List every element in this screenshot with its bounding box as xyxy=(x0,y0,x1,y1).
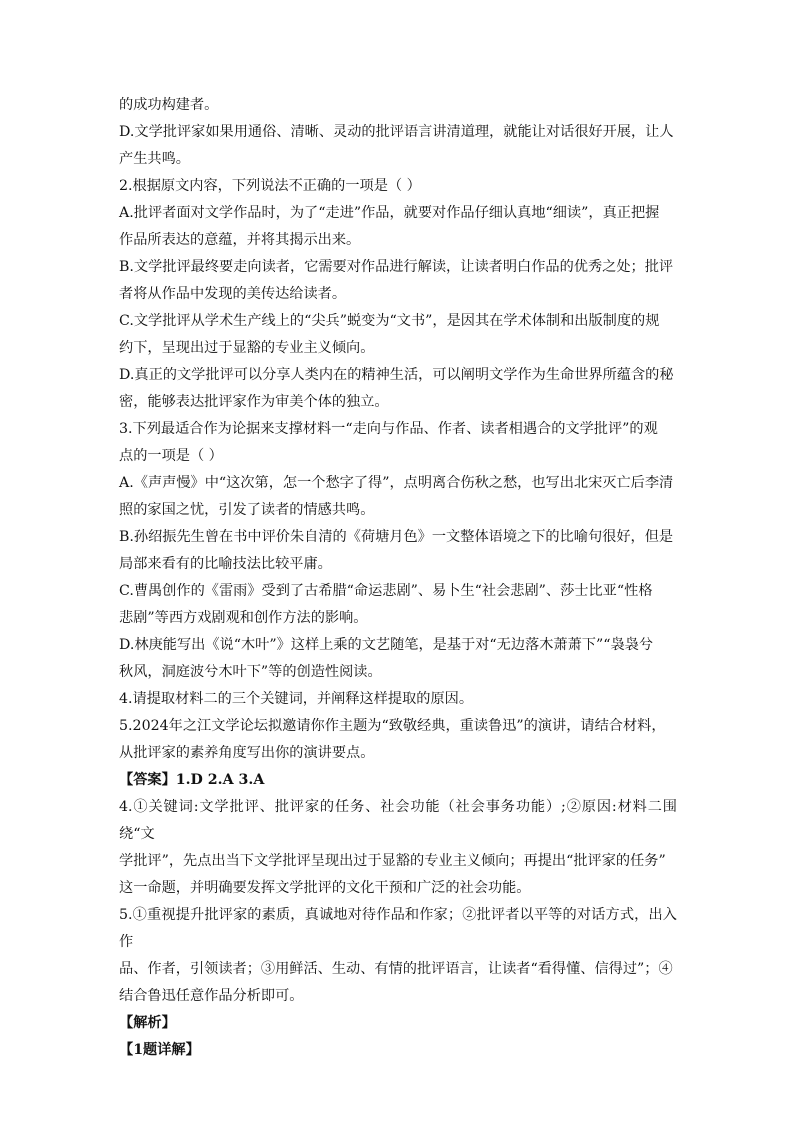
text-line: A.《声声慢》中“这次第，怎一个愁字了得”，点明离合伤秋之愁，也写出北宋灭亡后李清 xyxy=(119,475,674,491)
text-line: 品、作者，引领读者；③用鲜活、生动、有情的批评语言，让读者“看得懂、信得过”；④ xyxy=(119,961,673,977)
text-line: 2.根据原文内容，下列说法不正确的一项是（ ） xyxy=(119,178,421,194)
text-line: C.曹禺创作的《雷雨》受到了古希腊“命运悲剧”、易卜生“社会悲剧”、莎士比亚“性格 xyxy=(119,583,653,599)
text-line: 悲剧”等西方戏剧观和创作方法的影响。 xyxy=(119,610,368,626)
text-line: 秋风，洞庭波兮木叶下”等的创造性阅读。 xyxy=(119,664,382,680)
text-line: D.林庚能写出《说“木叶”》这样上乘的文艺随笔，是基于对“无边落木萧萧下”“袅袅兮 xyxy=(119,637,654,653)
question-block xyxy=(119,92,677,767)
text-line: 5.①重视提升批评家的素质，真诚地对待作品和作家；②批评者以平等的对话方式，出入作 xyxy=(119,907,677,950)
text-line: 4.①关键词:文学批评、批评家的任务、社会功能（社会事务功能）;②原因:材料二围绕“文 xyxy=(119,799,677,842)
text-line: B.孙绍振先生曾在书中评价朱自清的《荷塘月色》一文整体语境之下的比喻句很好，但是 xyxy=(119,529,674,545)
text-line: 点的一项是（ ） xyxy=(119,448,223,464)
text-line: 学批评”，先点出当下文学批评呈现出过于显豁的专业主义倾向；再提出“批评家的任务” xyxy=(119,853,666,869)
text-line: B.文学批评最终要走向读者，它需要对作品进行解读，让读者明白作品的优秀之处；批评 xyxy=(119,259,674,275)
answer-block xyxy=(119,794,677,1010)
text-line: 约下，呈现出过于显豁的专业主义倾向。 xyxy=(119,340,375,356)
text-line: 3.下列最适合作为论据来支撑材料一“走向与作品、作者、读者相遇合的文学批评”的观 xyxy=(119,421,658,437)
analysis-heading: 【解析】 xyxy=(119,1015,176,1031)
text-line: 5.2024年之江文学论坛拟邀请你作主题为“致敬经典，重读鲁迅”的演讲，请结合材料， xyxy=(119,718,666,734)
text-line: 照的家国之忧，引发了读者的情感共鸣。 xyxy=(119,502,375,518)
text-line: A.批评者面对文学作品时，为了“走进”作品，就要对作品仔细认真地“细读”，真正把握 xyxy=(119,205,660,221)
text-line: 结合鲁迅任意作品分析即可。 xyxy=(119,988,304,1004)
text-line: 密，能够表达批评家作为审美个体的独立。 xyxy=(119,394,389,410)
answer-key: 【答案】1.D 2.A 3.A xyxy=(119,772,265,788)
text-line: 的成功构建者。 xyxy=(119,97,219,113)
text-line: 4.请提取材料二的三个关键词，并阐释这样提取的原因。 xyxy=(119,691,474,707)
text-line: 产生共鸣。 xyxy=(119,151,190,167)
text-line: 这一命题，并明确要发挥文学批评的文化干预和广泛的社会功能。 xyxy=(119,880,531,896)
text-line: 者将从作品中发现的美传达给读者。 xyxy=(119,286,347,302)
text-line: D.文学批评家如果用通俗、清晰、灵动的批评语言讲清道理，就能让对话很好开展，让人 xyxy=(119,124,674,140)
text-line: C.文学批评从学术生产线上的“尖兵”蜕变为“文书”，是因其在学术体制和出版制度的规 xyxy=(119,313,660,329)
text-line: D.真正的文学批评可以分享人类内在的精神生活，可以阐明文学作为生命世界所蕴含的秘 xyxy=(119,367,674,383)
text-line: 局部来看有的比喻技法比较平庸。 xyxy=(119,556,332,572)
text-line: 从批评家的素养角度写出你的演讲要点。 xyxy=(119,745,375,761)
detail-heading: 【1题详解】 xyxy=(119,1042,200,1058)
document-page xyxy=(119,92,677,1064)
text-line: 作品所表达的意蕴，并将其揭示出来。 xyxy=(119,232,361,248)
